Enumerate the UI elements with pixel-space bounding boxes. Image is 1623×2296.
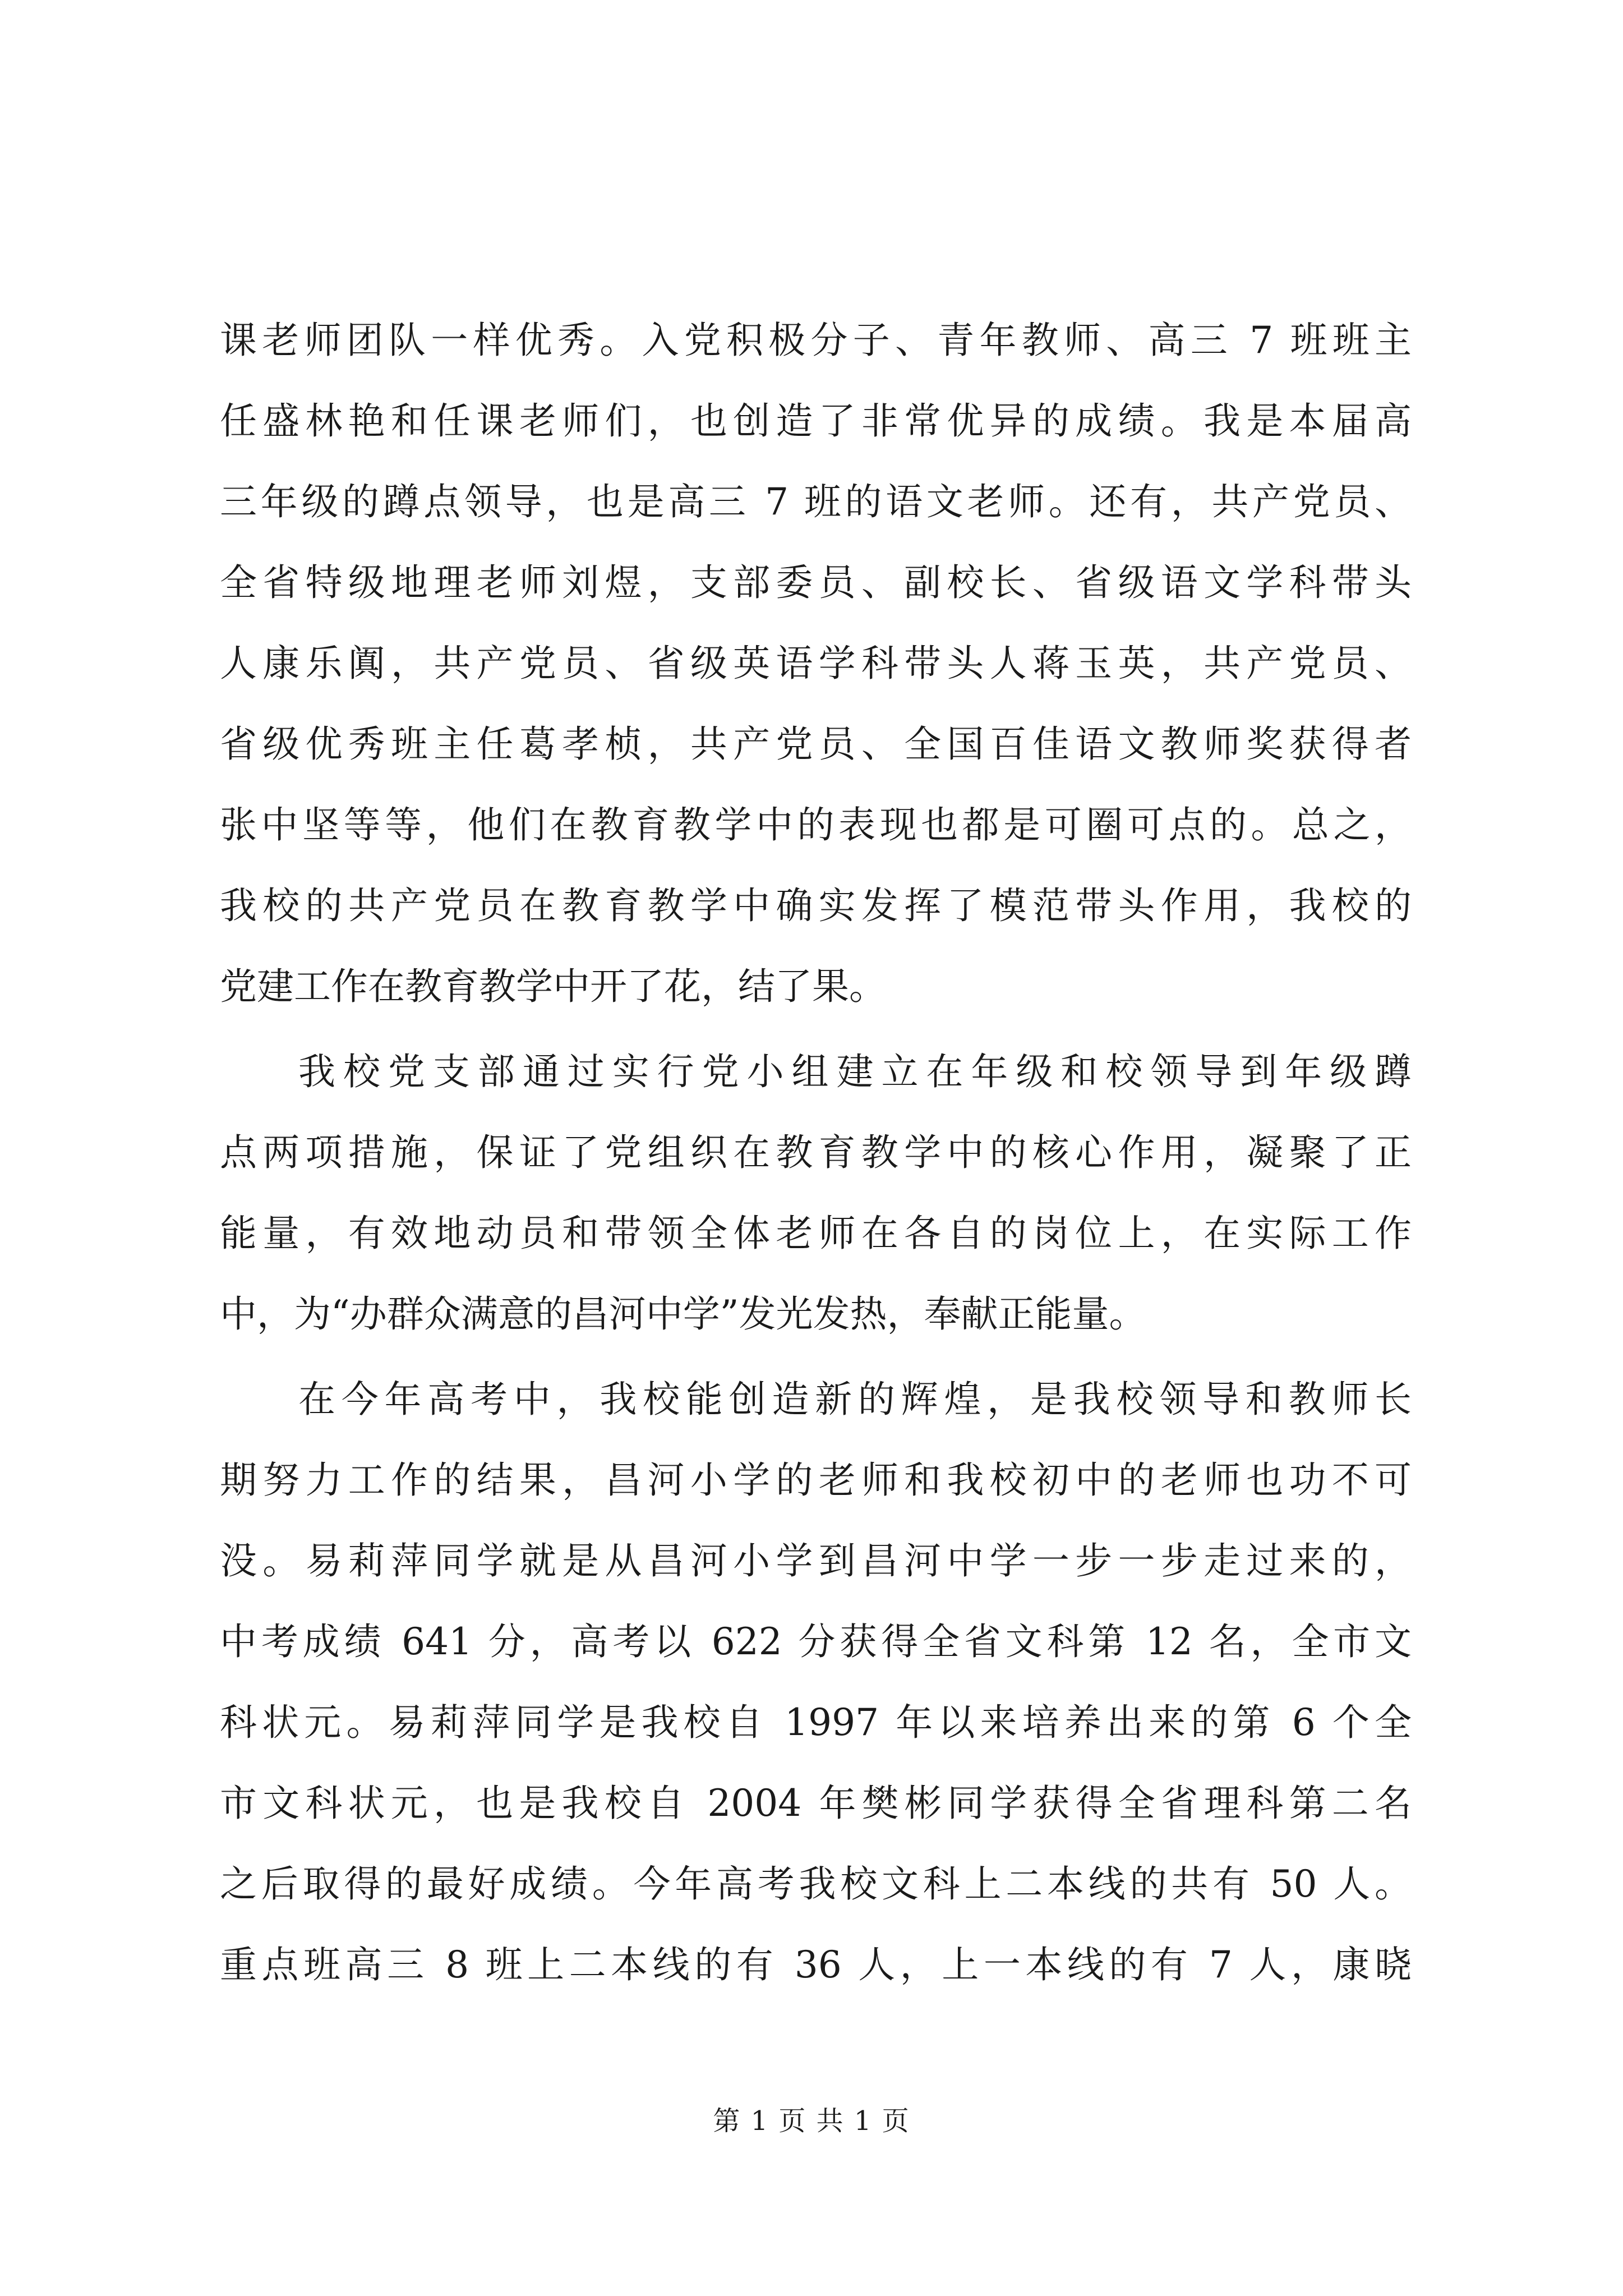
paragraph-3 bbox=[220, 1359, 1412, 2005]
text-line: 中考成绩 641 分，高考以 622 分获得全省文科第 12 名，全市文 bbox=[220, 1620, 1412, 1663]
text-line: 之后取得的最好成绩。今年高考我校文科上二本线的共有 50 人。 bbox=[220, 1862, 1412, 1906]
text-line: 我校的共产党员在教育教学中确实发挥了模范带头作用，我校的 bbox=[220, 884, 1412, 927]
text-line: 人康乐阗，共产党员、省级英语学科带头人蒋玉英，共产党员、 bbox=[220, 642, 1412, 685]
text-line: 课老师团队一样优秀。入党积极分子、青年教师、高三 7 班班主 bbox=[220, 319, 1412, 362]
text-line: 省级优秀班主任葛孝桢，共产党员、全国百佳语文教师奖获得者 bbox=[220, 723, 1412, 766]
page-footer: 第 1 页 共 1 页 bbox=[713, 2105, 910, 2137]
text-line: 在今年高考中，我校能创造新的辉煌，是我校领导和教师长 bbox=[298, 1378, 1412, 1421]
paragraph-1 bbox=[220, 300, 1412, 1027]
text-line: 任盛林艳和任课老师们，也创造了非常优异的成绩。我是本届高 bbox=[220, 399, 1412, 443]
text-line: 点两项措施，保证了党组织在教育教学中的核心作用，凝聚了正 bbox=[220, 1131, 1412, 1174]
text-line: 党建工作在教育教学中开了花，结了果。 bbox=[220, 965, 886, 1008]
text-line: 市文科状元，也是我校自 2004 年樊彬同学获得全省理科第二名 bbox=[220, 1782, 1412, 1825]
text-line: 重点班高三 8 班上二本线的有 36 人，上一本线的有 7 人，康晓 bbox=[220, 1943, 1412, 1986]
paragraph-2 bbox=[220, 1032, 1412, 1355]
text-line: 没。易莉萍同学就是从昌河小学到昌河中学一步一步走过来的， bbox=[220, 1539, 1412, 1582]
document-body bbox=[220, 300, 1412, 2005]
text-line: 能量，有效地动员和带领全体老师在各自的岗位上，在实际工作 bbox=[220, 1212, 1412, 1255]
text-line: 全省特级地理老师刘煜，支部委员、副校长、省级语文学科带头 bbox=[220, 561, 1412, 604]
text-line: 张中坚等等，他们在教育教学中的表现也都是可圈可点的。总之， bbox=[220, 803, 1412, 846]
text-line: 中，为“办群众满意的昌河中学”发光发热，奉献正能量。 bbox=[220, 1292, 1146, 1336]
text-line: 科状元。易莉萍同学是我校自 1997 年以来培养出来的第 6 个全 bbox=[220, 1701, 1412, 1744]
text-line: 我校党支部通过实行党小组建立在年级和校领导到年级蹲 bbox=[298, 1050, 1412, 1093]
text-line: 期努力工作的结果，昌河小学的老师和我校初中的老师也功不可 bbox=[220, 1458, 1412, 1502]
text-line: 三年级的蹲点领导，也是高三 7 班的语文老师。还有，共产党员、 bbox=[220, 480, 1412, 523]
